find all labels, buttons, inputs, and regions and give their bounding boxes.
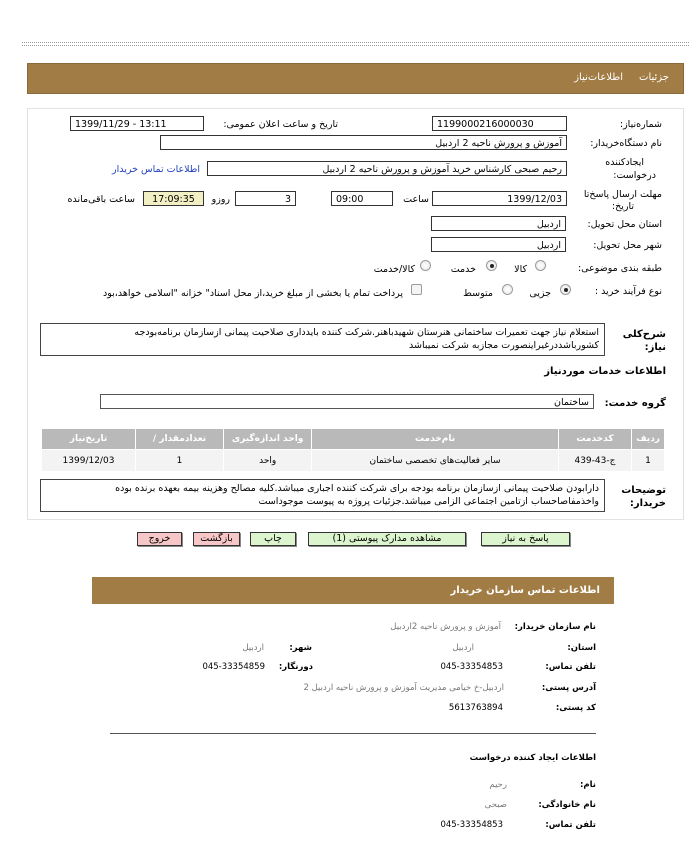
contact-fax-label: دورنگار:	[278, 662, 313, 672]
creator-phone-label: تلفن تماس:	[545, 820, 596, 830]
postal-address-label: آدرس پستی:	[541, 683, 596, 693]
cell-service-code: ج-43-439	[558, 450, 631, 472]
remaining-time-field: 17:09:35	[143, 191, 204, 206]
creator-label: درخواست:	[613, 170, 656, 181]
creator-family-value: صبحی	[484, 800, 507, 810]
attachments-button[interactable]: مشاهده مدارک پیوستی (1)	[308, 532, 466, 546]
need-number-field: 1199000216000030	[432, 116, 567, 131]
category-goods-service-radio[interactable]	[420, 260, 431, 271]
org-name-value: آموزش و پرورش ناحیه 2اردبیل	[390, 622, 501, 632]
buyer-notes-label: خریدار:	[629, 498, 666, 509]
top-divider	[22, 42, 689, 43]
col-service-code: کدخدمت	[558, 429, 631, 450]
creator-field: رحیم صبحی کارشناس خرید آموزش و پرورش ناحیه 2 اردبیل	[207, 161, 567, 176]
category-service-radio[interactable]	[486, 260, 497, 271]
creator-info-title: اطلاعات ایجاد کننده درخواست	[469, 753, 596, 763]
col-row: ردیف	[632, 429, 665, 450]
service-group-label: گروه خدمت:	[604, 398, 666, 409]
reply-button[interactable]: پاسخ به نیاز	[481, 532, 570, 546]
creator-name-label: نام:	[579, 780, 596, 790]
creator-phone-value: 045-33354853	[440, 820, 503, 830]
delivery-city-label: شهر محل تحویل:	[593, 240, 662, 251]
category-goods-service-label: کالا/خدمت	[373, 264, 415, 275]
creator-label: ایجادکننده	[605, 157, 644, 168]
delivery-province-label: استان محل تحویل:	[587, 219, 662, 230]
contact-phone-label: تلفن تماس:	[545, 662, 596, 672]
buyer-contact-link[interactable]: اطلاعات تماس خریدار	[111, 164, 200, 175]
process-partial-radio[interactable]	[560, 284, 571, 295]
col-need-date: تاریخ‌نیاز	[42, 429, 136, 450]
remaining-label: ساعت باقی‌مانده	[67, 194, 135, 205]
contact-province-value: اردبیل	[452, 643, 474, 653]
process-partial-label: جزیی	[529, 288, 551, 299]
table-header-row	[42, 429, 665, 450]
summary-text: استعلام نیاز جهت تعمیرات ساختمانی هنرستان شهیدباهنر.شرکت کننده بایدداری صلاحیت پیمانی ازسازمان برنامه‌بودجه کشورباشددرغیراینصورت مجازبه شرکت نمیباشد	[40, 323, 605, 356]
category-goods-label: کالا	[514, 264, 527, 275]
details-header-bar	[27, 63, 684, 94]
table-row	[42, 450, 665, 472]
postal-address-value: اردبیل-خ خیامی مدیریت آموزش و پرورش ناحیه اردبیل 2	[303, 683, 504, 693]
announce-date-label: تاریخ و ساعت اعلان عمومی:	[223, 119, 338, 130]
contact-province-label: استان:	[567, 643, 596, 653]
buyer-org-field: آموزش و پرورش ناحیه 2 اردبیل	[160, 135, 567, 150]
delivery-city-field: اردبیل	[431, 237, 566, 252]
announce-date-field: 1399/11/29 - 13:11	[70, 116, 204, 131]
service-group-field: ساختمان	[100, 394, 594, 409]
col-unit: واحد اندازه‌گیری	[224, 429, 312, 450]
cell-unit: واحد	[224, 450, 312, 472]
deadline-time-field: 09:00	[331, 191, 393, 206]
days-label: روزو	[211, 194, 230, 205]
delivery-province-field: اردبیل	[431, 216, 566, 231]
summary-label: نیاز:	[644, 342, 666, 353]
process-medium-radio[interactable]	[502, 284, 513, 295]
back-button[interactable]: بازگشت	[193, 532, 240, 546]
need-number-label: شماره‌نیاز:	[619, 119, 662, 130]
creator-name-value: رحیم	[489, 780, 507, 790]
contact-city-value: اردبیل	[242, 643, 264, 653]
time-label: ساعت	[403, 194, 429, 205]
buyer-contact-header	[92, 577, 614, 604]
deadline-date-field: 1399/12/03	[432, 191, 567, 206]
col-quantity: تعدادمقدار /	[135, 429, 223, 450]
cell-quantity: 1	[135, 450, 223, 472]
tab-need-info[interactable]: اطلاعات‌نیاز	[574, 72, 623, 83]
org-name-label: نام سازمان خریدار:	[514, 622, 596, 632]
cell-service-name: سایر فعالیت‌های تخصصی ساختمان	[312, 450, 559, 472]
buyer-contact-title: اطلاعات تماس سازمان خریدار	[450, 585, 600, 596]
col-service-name: نام‌خدمت	[312, 429, 559, 450]
cell-row: 1	[632, 450, 665, 472]
contact-fax-value: 045-33354859	[202, 662, 265, 672]
process-type-label: نوع فرآیند خرید :	[594, 286, 662, 297]
cell-need-date: 1399/12/03	[42, 450, 136, 472]
category-label: طبقه بندی موضوعی:	[577, 263, 662, 274]
days-field: 3	[235, 191, 296, 206]
treasury-payment-note: پرداخت تمام یا بخشی از مبلغ خرید،از محل اسناد" خزانه "اسلامی خواهد،بود	[103, 288, 403, 299]
buyer-org-label: نام دستگاه‌خریدار:	[590, 138, 662, 149]
buyer-notes-text: دارابودن صلاحیت پیمانی ازسازمان برنامه بودجه برای شرکت کننده اجباری میباشد.کلیه مصالح وهزینه بیمه بعهده برنده بوده واخذمفاصاحساب ازتامین اجتماعی الزامی میباشد.جزئیات پروژه به پیوست موجوداست	[40, 479, 605, 512]
contact-phone-value: 045-33354853	[440, 662, 503, 672]
print-button[interactable]: چاپ	[250, 532, 296, 546]
postal-code-label: کد پستی:	[555, 703, 596, 713]
services-table	[41, 428, 665, 472]
exit-button[interactable]: خروج	[137, 532, 182, 546]
summary-label: شرح‌کلی	[622, 329, 666, 340]
creator-family-label: نام خانوادگی:	[538, 800, 596, 810]
treasury-payment-checkbox[interactable]	[411, 284, 422, 295]
top-divider	[22, 45, 689, 46]
category-service-label: خدمت	[450, 264, 476, 275]
deadline-label: مهلت ارسال پاسخ‌تا	[583, 189, 662, 200]
contact-city-label: شهر:	[289, 643, 312, 653]
category-goods-radio[interactable]	[535, 260, 546, 271]
buyer-notes-label: توضیحات	[621, 485, 666, 496]
contact-divider	[110, 733, 596, 734]
postal-code-value: 5613763894	[448, 703, 503, 713]
deadline-label: تاریخ:	[611, 201, 634, 212]
tab-details[interactable]: جزئیات	[639, 72, 669, 83]
services-section-title: اطلاعات خدمات موردنیاز	[544, 366, 666, 377]
process-medium-label: متوسط	[463, 288, 493, 299]
